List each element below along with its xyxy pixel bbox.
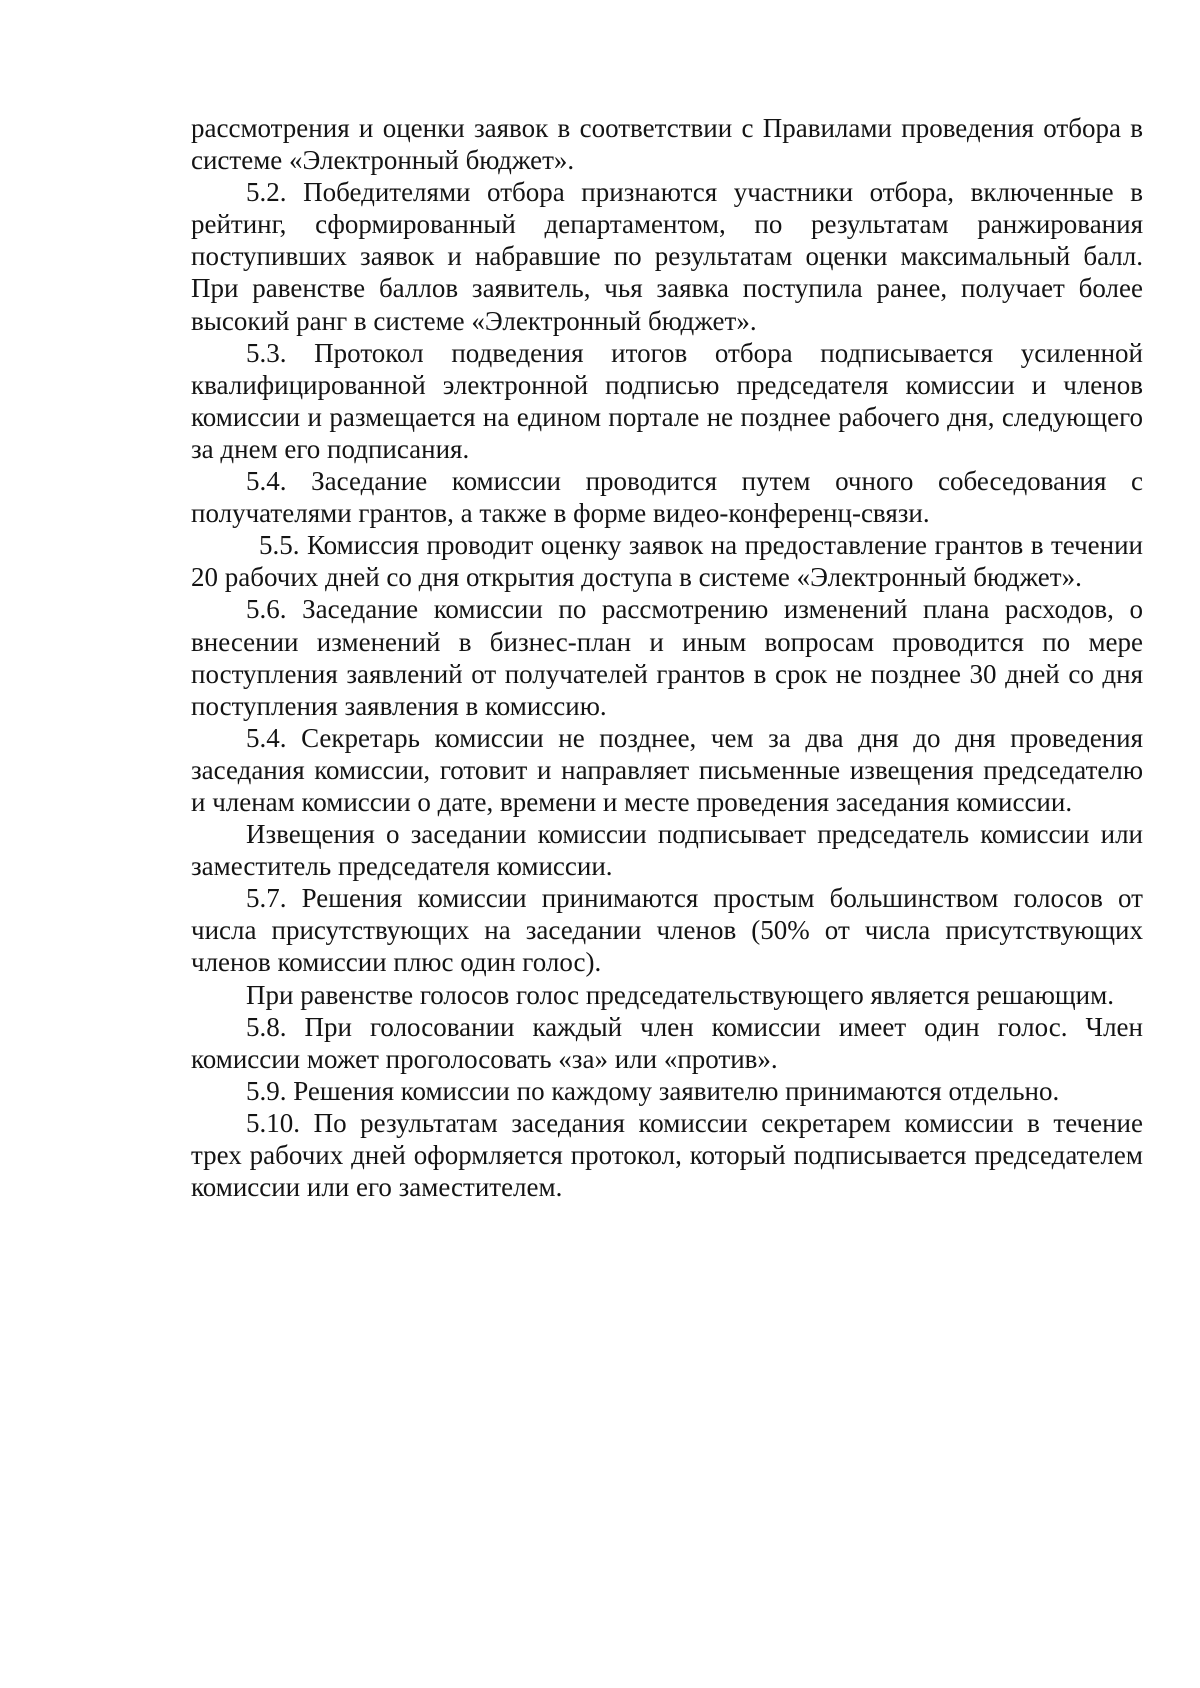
paragraph-5-3: 5.3. Протокол подведения итогов отбора подписывается усиленной квалифицированной электронной подписью председателя комиссии и членов комиссии и размещается на едином портале не позднее рабочего дня, следующего за днем его подписания. — [191, 337, 1143, 464]
paragraph-5-5: 5.5. Комиссия проводит оценку заявок на предоставление грантов в течении 20 рабочих дней со дня открытия доступа в системе «Электронный бюджет». — [191, 530, 1143, 593]
paragraph-5-10: 5.10. По результатам заседания комиссии секретарем комиссии в течение трех рабочих дней оформляется протокол, который подписывается председателем комиссии или его заместителем. — [191, 1107, 1143, 1203]
document-body — [191, 112, 1143, 1203]
paragraph-notices: Извещения о заседании комиссии подписывает председатель комиссии или заместитель председателя комиссии. — [191, 819, 1143, 882]
paragraph-5-6: 5.6. Заседание комиссии по рассмотрению изменений плана расходов, о внесении изменений в бизнес-план и иным вопросам проводится по мере поступления заявлений от получателей грантов в срок не позднее 30 дней со дня поступления заявления в комиссию. — [191, 594, 1143, 721]
paragraph-5-4: 5.4. Заседание комиссии проводится путем очного собеседования с получателями грантов, а также в форме видео-конференц-связи. — [191, 466, 1143, 529]
paragraph-continuation: рассмотрения и оценки заявок в соответствии с Правилами проведения отбора в системе «Электронный бюджет». — [191, 113, 1143, 176]
paragraph-5-4-secretary: 5.4. Секретарь комиссии не позднее, чем за два дня до дня проведения заседания комиссии, готовит и направляет письменные извещения председателю и членам комиссии о дате, времени и месте проведения заседания комиссии. — [191, 722, 1143, 817]
paragraph-5-2: 5.2. Победителями отбора признаются участники отбора, включенные в рейтинг, сформированный департаментом, по результатам ранжирования поступивших заявок и набравшие по результатам оценки максимальный балл. При равенстве баллов заявитель, чья заявка поступила ранее, получает более высокий ранг в системе «Электронный бюджет». — [191, 177, 1143, 336]
paragraph-5-8: 5.8. При голосовании каждый член комиссии имеет один голос. Член комиссии может проголосовать «за» или «против». — [191, 1011, 1143, 1074]
paragraph-5-7: 5.7. Решения комиссии принимаются простым большинством голосов от числа присутствующих на заседании членов (50% от числа присутствующих членов комиссии плюс один голос). — [191, 883, 1143, 978]
paragraph-5-9: 5.9. Решения комиссии по каждому заявителю принимаются отдельно. — [246, 1075, 1060, 1106]
paragraph-tie-vote: При равенстве голосов голос председательствующего является решающим. — [246, 979, 1114, 1010]
